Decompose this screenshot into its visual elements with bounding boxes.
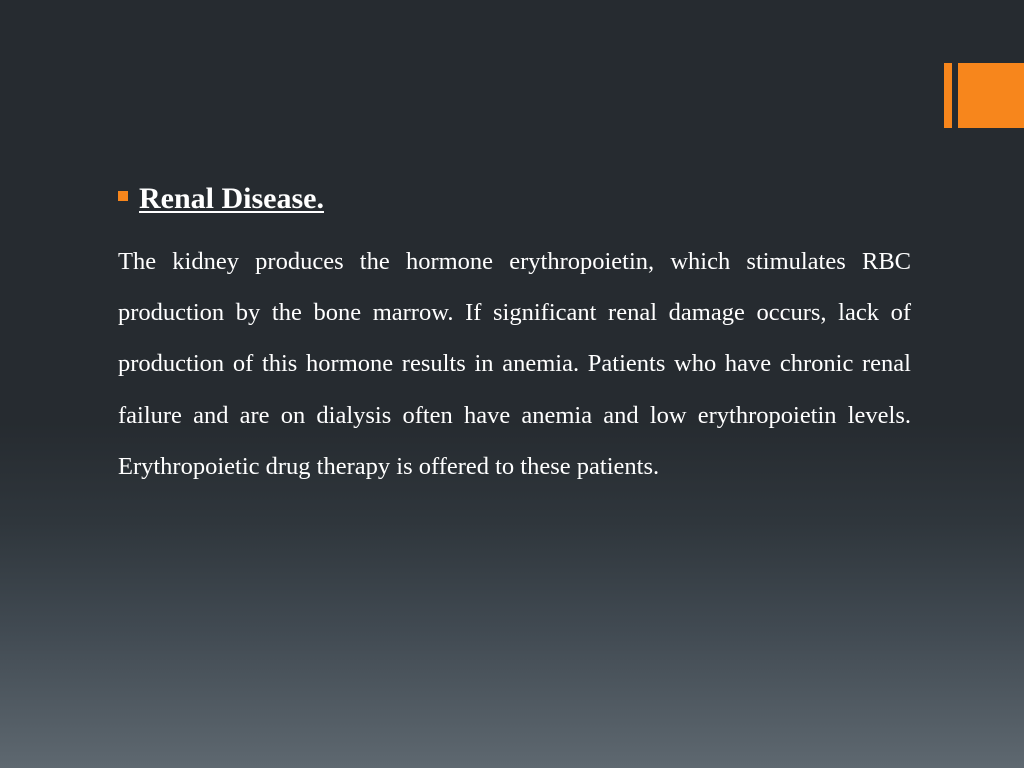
body-paragraph: The kidney produces the hormone erythropoietin, which stimulates RBC production by the bone marrow. If significant renal damage occurs, lack of production of this hormone results in anemia. Patients who have chronic renal failure and are on dialysis often have anemia and low erythropoietin levels. Erythropoietic drug therapy is offered to these patients.	[118, 248, 911, 480]
heading-text: Renal Disease.	[139, 182, 324, 215]
slide-heading	[118, 180, 324, 218]
accent-bar-thick	[958, 63, 1024, 128]
square-bullet-icon	[118, 191, 128, 201]
accent-bar-thin	[944, 63, 952, 128]
